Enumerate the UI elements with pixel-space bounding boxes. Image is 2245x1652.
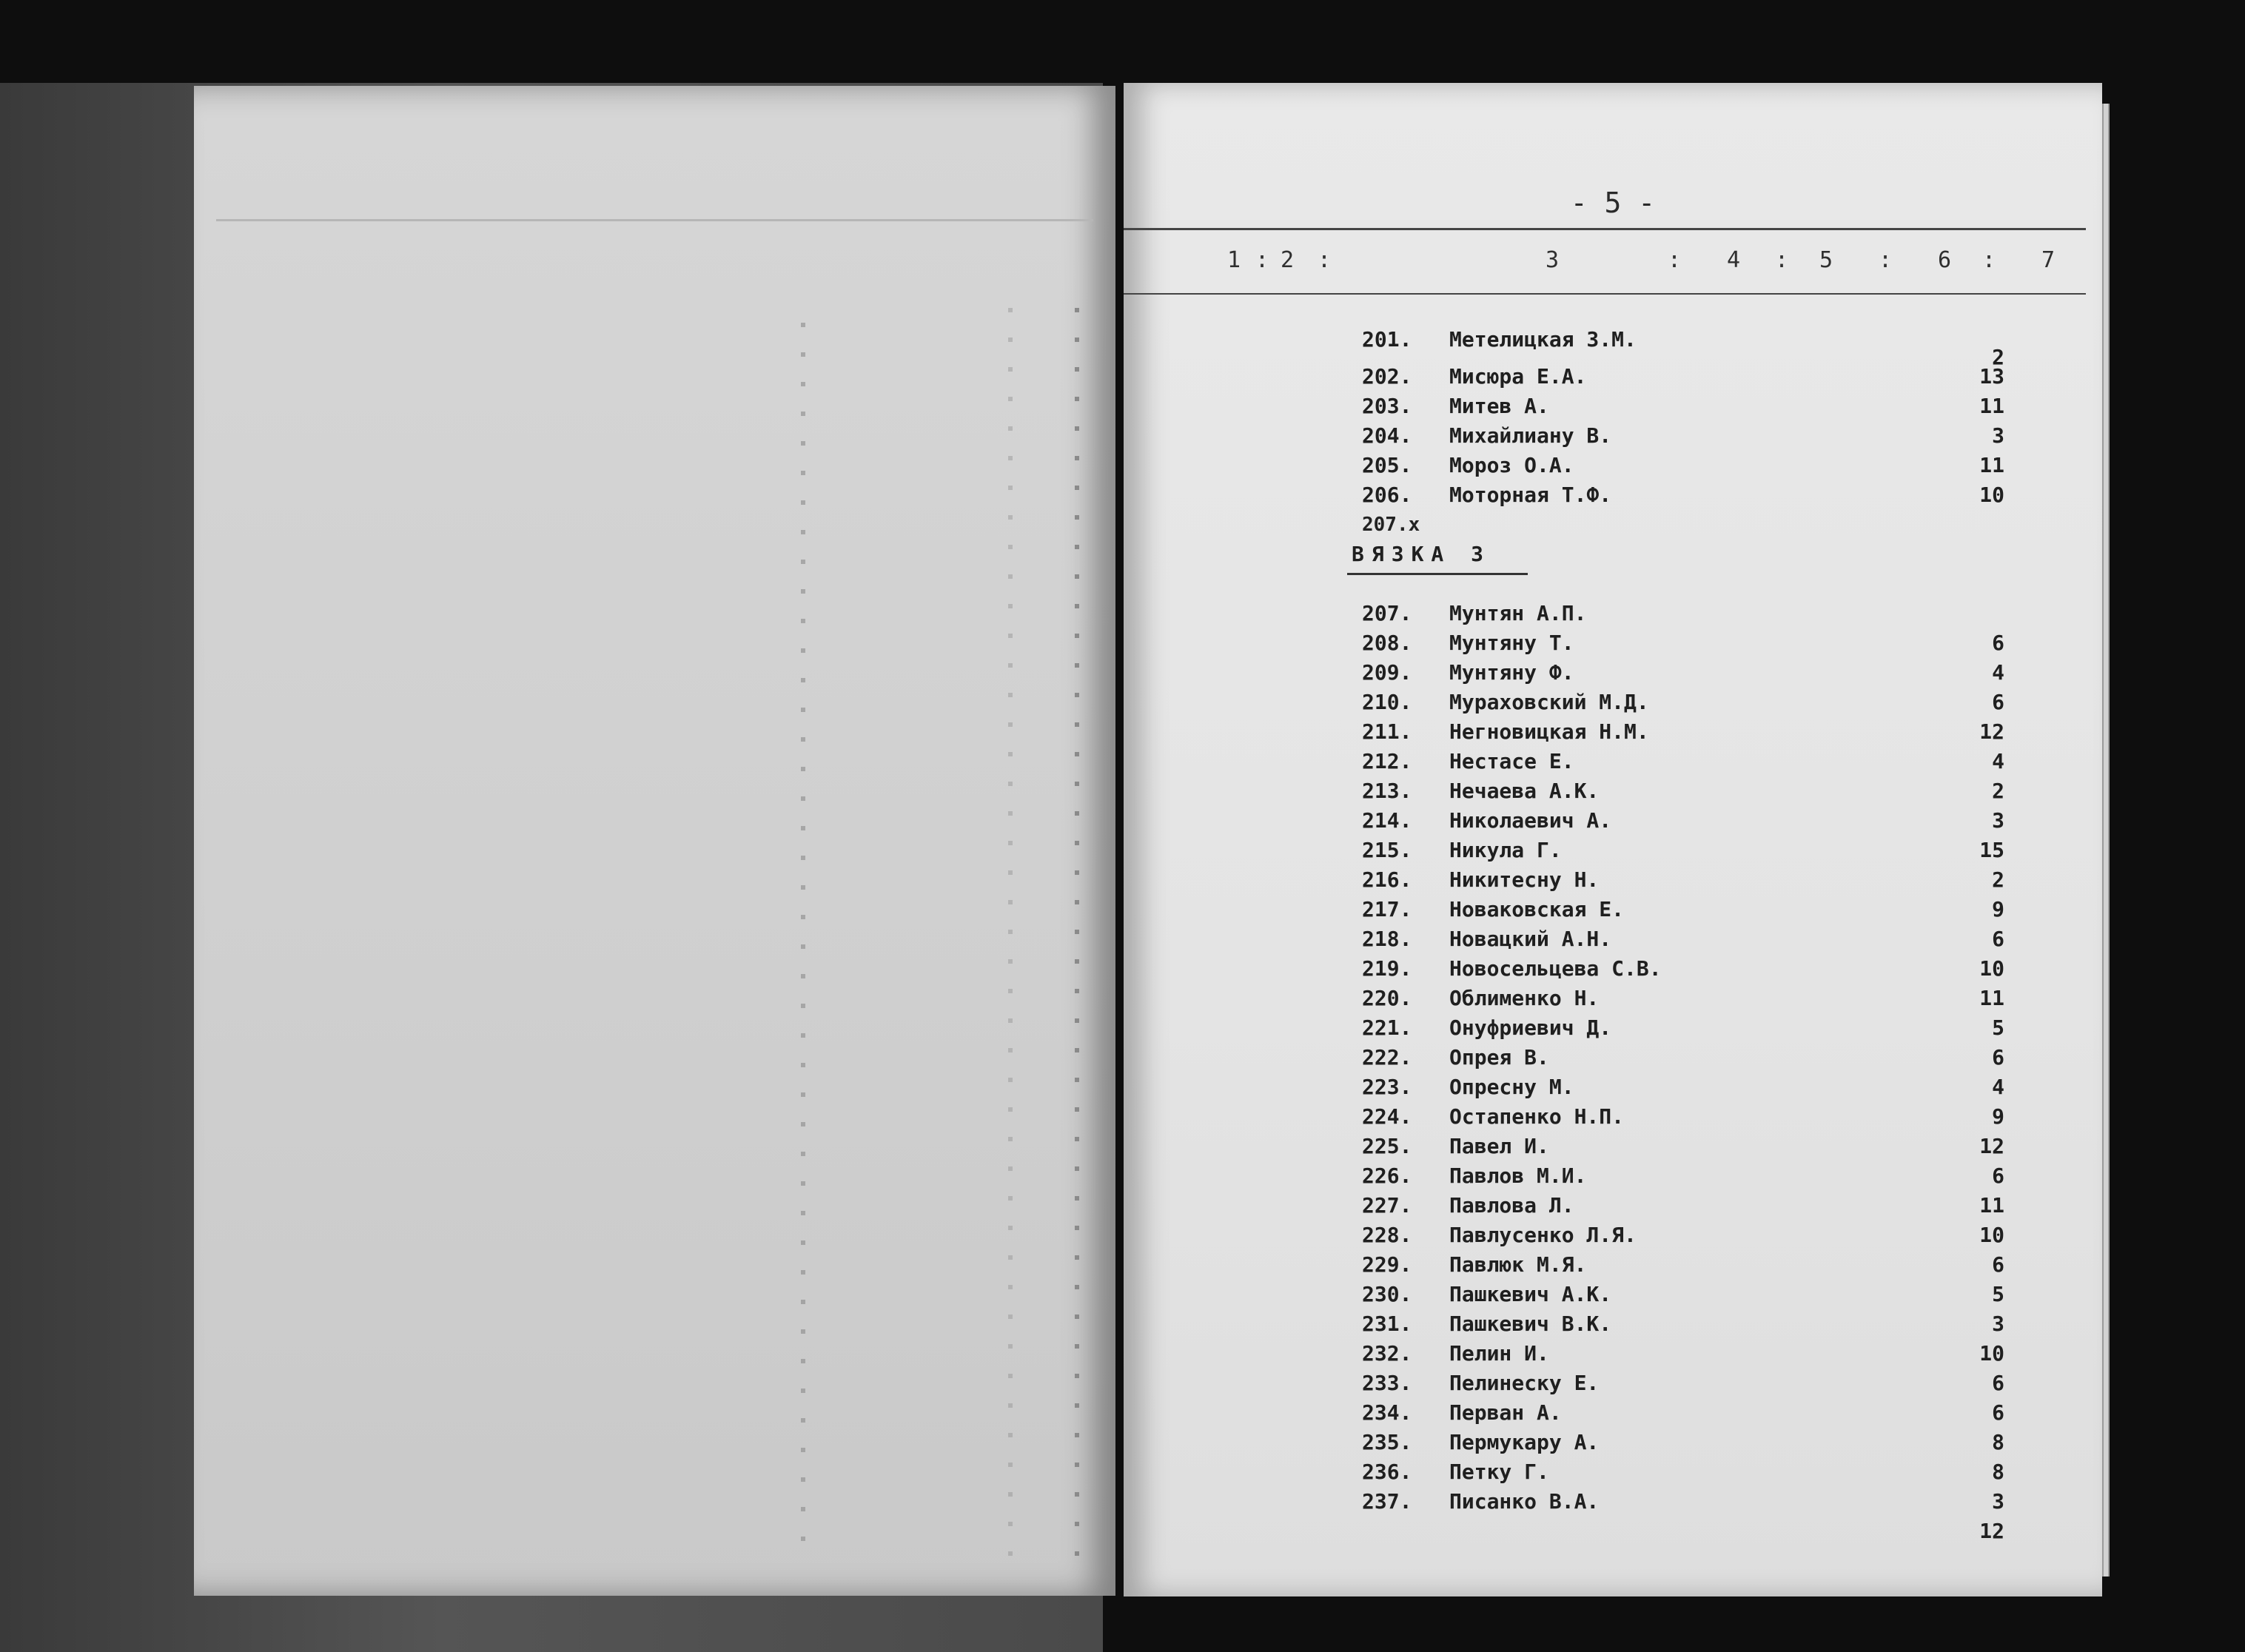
entry-number: 218. bbox=[1362, 927, 1412, 951]
right-page bbox=[1124, 83, 2102, 1596]
ghost-dot-column bbox=[801, 323, 805, 1551]
entry-name: Облименко Н. bbox=[1449, 986, 1600, 1010]
column-separator: : bbox=[1668, 247, 1682, 273]
register-row bbox=[1124, 838, 2102, 867]
register-row bbox=[1124, 1252, 2102, 1282]
entry-number: 216. bbox=[1362, 867, 1412, 892]
entry-number: 214. bbox=[1362, 808, 1412, 833]
register-row bbox=[1124, 364, 2102, 394]
register-row bbox=[1124, 423, 2102, 453]
column-separator: : bbox=[1879, 247, 1893, 273]
entry-count: 10 bbox=[1979, 956, 2004, 981]
entry-name: Павел И. bbox=[1449, 1134, 1549, 1158]
ghost-rule bbox=[216, 219, 1093, 221]
register-row bbox=[1124, 1341, 2102, 1371]
entry-count: 6 bbox=[1992, 1045, 2004, 1070]
entry-name: Петку Г. bbox=[1449, 1460, 1549, 1484]
register-row bbox=[1124, 1371, 2102, 1400]
register-row bbox=[1124, 1460, 2102, 1489]
entry-count: 12 bbox=[1979, 1134, 2004, 1158]
register-row bbox=[1124, 394, 2102, 423]
entry-count: 3 bbox=[1992, 808, 2004, 833]
register-row bbox=[1124, 749, 2102, 779]
entry-count: 3 bbox=[1992, 1312, 2004, 1336]
entry-number: 202. bbox=[1362, 364, 1412, 389]
entry-number: 227. bbox=[1362, 1193, 1412, 1218]
entry-count: 6 bbox=[1992, 927, 2004, 951]
ghost-dot-column bbox=[1075, 308, 1079, 1566]
column-separator: : bbox=[1255, 247, 1269, 273]
entry-count: 6 bbox=[1992, 1371, 2004, 1395]
entry-number: 213. bbox=[1362, 779, 1412, 803]
entry-number: 223. bbox=[1362, 1075, 1412, 1099]
entry-number: 205. bbox=[1362, 453, 1412, 477]
entry-name: Новацкий А.Н. bbox=[1449, 927, 1612, 951]
entry-number: 208. bbox=[1362, 631, 1412, 655]
register-row bbox=[1124, 808, 2102, 838]
entry-name: Михайлиану В. bbox=[1449, 423, 1612, 448]
entry-count: 8 bbox=[1992, 1430, 2004, 1454]
entry-count: 6 bbox=[1992, 1252, 2004, 1277]
register-row bbox=[1124, 453, 2102, 483]
entry-name: Мороз О.А. bbox=[1449, 453, 1574, 477]
entry-number: 230. bbox=[1362, 1282, 1412, 1306]
entry-count: 11 bbox=[1979, 1193, 2004, 1218]
entry-count: 4 bbox=[1992, 1075, 2004, 1099]
entry-name: Перван А. bbox=[1449, 1400, 1562, 1425]
entry-number: 226. bbox=[1362, 1164, 1412, 1188]
entry-number: 209. bbox=[1362, 660, 1412, 685]
register-row bbox=[1124, 956, 2102, 986]
register-row bbox=[1124, 660, 2102, 690]
entry-count: 11 bbox=[1979, 986, 2004, 1010]
register-row bbox=[1124, 1400, 2102, 1430]
entry-count: 5 bbox=[1992, 1015, 2004, 1040]
register-row bbox=[1124, 927, 2102, 956]
entry-name: Пашкевич А.К. bbox=[1449, 1282, 1612, 1306]
entry-count: 5 bbox=[1992, 1282, 2004, 1306]
entry-count: 6 bbox=[1992, 1164, 2004, 1188]
entry-number: 217. bbox=[1362, 897, 1412, 921]
entry-name: Павлов М.И. bbox=[1449, 1164, 1587, 1188]
section-underline bbox=[1347, 573, 1528, 575]
entry-count: 11 bbox=[1979, 394, 2004, 418]
entry-number: 211. bbox=[1362, 719, 1412, 744]
register-row bbox=[1124, 1164, 2102, 1193]
ghost-dot-column bbox=[1008, 308, 1013, 1566]
entry-count: 10 bbox=[1979, 1223, 2004, 1247]
entry-name: Мураховский М.Д. bbox=[1449, 690, 1649, 714]
entry-name: Пашкевич В.К. bbox=[1449, 1312, 1612, 1336]
entry-count: 15 bbox=[1979, 838, 2004, 862]
entry-number: 219. bbox=[1362, 956, 1412, 981]
entry-count: 6 bbox=[1992, 1400, 2004, 1425]
register-row bbox=[1124, 1282, 2102, 1312]
entry-name: Павлюк М.Я. bbox=[1449, 1252, 1587, 1277]
register-row bbox=[1124, 1045, 2102, 1075]
entry-number: 206. bbox=[1362, 483, 1412, 507]
struck-entry: 207.х bbox=[1362, 514, 1420, 536]
entry-number: 220. bbox=[1362, 986, 1412, 1010]
entry-number: 207. bbox=[1362, 601, 1412, 625]
entry-number: 237. bbox=[1362, 1489, 1412, 1514]
entry-name: Метелицкая З.М. bbox=[1449, 327, 1637, 352]
entry-count: 4 bbox=[1992, 660, 2004, 685]
column-header: 7 bbox=[2041, 247, 2056, 273]
entry-count: 2 bbox=[1992, 779, 2004, 803]
entry-number: 229. bbox=[1362, 1252, 1412, 1277]
left-page-faded bbox=[194, 86, 1115, 1596]
entry-number: 215. bbox=[1362, 838, 1412, 862]
entry-name: Новосельцева С.В. bbox=[1449, 956, 1662, 981]
page-number: - 5 - bbox=[1570, 187, 1656, 219]
entry-count: 2 bbox=[1992, 345, 2004, 369]
entry-name: Писанко В.А. bbox=[1449, 1489, 1600, 1514]
entry-number: 222. bbox=[1362, 1045, 1412, 1070]
register-row bbox=[1124, 779, 2102, 808]
register-row bbox=[1124, 986, 2102, 1015]
entry-count: 3 bbox=[1992, 1489, 2004, 1514]
register-row bbox=[1124, 483, 2102, 512]
entry-count: 9 bbox=[1992, 897, 2004, 921]
entry-count: 9 bbox=[1992, 1104, 2004, 1129]
register-row bbox=[1124, 1015, 2102, 1045]
entry-number: 233. bbox=[1362, 1371, 1412, 1395]
entry-name: Никула Г. bbox=[1449, 838, 1562, 862]
register-row bbox=[1124, 1075, 2102, 1104]
entry-count: 2 bbox=[1992, 867, 2004, 892]
register-row bbox=[1124, 1430, 2102, 1460]
register-row bbox=[1124, 867, 2102, 897]
entry-name: Пелин И. bbox=[1449, 1341, 1549, 1366]
entry-count: 4 bbox=[1992, 749, 2004, 773]
register-row bbox=[1124, 1193, 2102, 1223]
entry-name: Павлова Л. bbox=[1449, 1193, 1574, 1218]
header-bottom-rule bbox=[1124, 293, 2086, 295]
column-header: 4 bbox=[1727, 247, 1741, 273]
column-header: 6 bbox=[1938, 247, 1952, 273]
entry-count: 10 bbox=[1979, 483, 2004, 507]
entry-name: Мунтян А.П. bbox=[1449, 601, 1587, 625]
entry-name: Онуфриевич Д. bbox=[1449, 1015, 1612, 1040]
entry-name: Никитесну Н. bbox=[1449, 867, 1600, 892]
column-separator: : bbox=[1982, 247, 1996, 273]
header-top-rule bbox=[1124, 228, 2086, 230]
entry-name: Митев А. bbox=[1449, 394, 1549, 418]
section-title: ВЯЗКА 3 bbox=[1352, 542, 1491, 566]
entry-count: 3 bbox=[1992, 423, 2004, 448]
entry-number: 235. bbox=[1362, 1430, 1412, 1454]
entry-name: Николаевич А. bbox=[1449, 808, 1612, 833]
entry-count: 11 bbox=[1979, 453, 2004, 477]
entry-count: 10 bbox=[1979, 1341, 2004, 1366]
column-separator: : bbox=[1775, 247, 1789, 273]
register-row bbox=[1124, 1519, 2102, 1548]
entry-count: 6 bbox=[1992, 690, 2004, 714]
entry-number: 203. bbox=[1362, 394, 1412, 418]
entry-count: 13 bbox=[1979, 364, 2004, 389]
entry-name: Павлусенко Л.Я. bbox=[1449, 1223, 1637, 1247]
entry-name: Мисюра Е.А. bbox=[1449, 364, 1587, 389]
entry-name: Моторная Т.Ф. bbox=[1449, 483, 1612, 507]
register-row bbox=[1124, 327, 2102, 369]
entry-name: Опрея В. bbox=[1449, 1045, 1549, 1070]
entry-number: 232. bbox=[1362, 1341, 1412, 1366]
entry-number: 210. bbox=[1362, 690, 1412, 714]
entry-name: Нестасе Е. bbox=[1449, 749, 1574, 773]
column-header: 1 bbox=[1227, 247, 1241, 273]
entry-count: 6 bbox=[1992, 631, 2004, 655]
column-header: 2 bbox=[1281, 247, 1295, 273]
entry-name: Мунтяну Ф. bbox=[1449, 660, 1574, 685]
register-row bbox=[1124, 1104, 2102, 1134]
entry-number: 236. bbox=[1362, 1460, 1412, 1484]
entry-number: 228. bbox=[1362, 1223, 1412, 1247]
register-row bbox=[1124, 1489, 2102, 1519]
entry-number: 234. bbox=[1362, 1400, 1412, 1425]
entry-number: 201. bbox=[1362, 327, 1412, 352]
entry-number: 225. bbox=[1362, 1134, 1412, 1158]
entry-name: Новаковская Е. bbox=[1449, 897, 1625, 921]
entry-name: Нечаева А.К. bbox=[1449, 779, 1600, 803]
register-row bbox=[1124, 690, 2102, 719]
entry-number: 204. bbox=[1362, 423, 1412, 448]
register-row bbox=[1124, 1134, 2102, 1164]
entry-name: Остапенко Н.П. bbox=[1449, 1104, 1625, 1129]
entry-count: 8 bbox=[1992, 1460, 2004, 1484]
entry-count: 12 bbox=[1979, 1519, 2004, 1543]
entry-count: 12 bbox=[1979, 719, 2004, 744]
entry-name: Мунтяну Т. bbox=[1449, 631, 1574, 655]
register-row bbox=[1124, 1223, 2102, 1252]
register-row bbox=[1124, 897, 2102, 927]
column-header: 5 bbox=[1819, 247, 1833, 273]
column-header: 3 bbox=[1546, 247, 1560, 273]
entry-number: 224. bbox=[1362, 1104, 1412, 1129]
entry-name: Пелинеску Е. bbox=[1449, 1371, 1600, 1395]
register-row bbox=[1124, 719, 2102, 749]
register-row bbox=[1124, 1312, 2102, 1341]
register-row bbox=[1124, 601, 2102, 631]
column-separator: : bbox=[1318, 247, 1332, 273]
entry-number: 212. bbox=[1362, 749, 1412, 773]
entry-number: 221. bbox=[1362, 1015, 1412, 1040]
register-row bbox=[1124, 631, 2102, 660]
entry-name: Опресну М. bbox=[1449, 1075, 1574, 1099]
entry-name: Пермукару А. bbox=[1449, 1430, 1600, 1454]
entry-number: 231. bbox=[1362, 1312, 1412, 1336]
entry-name: Негновицкая Н.М. bbox=[1449, 719, 1649, 744]
